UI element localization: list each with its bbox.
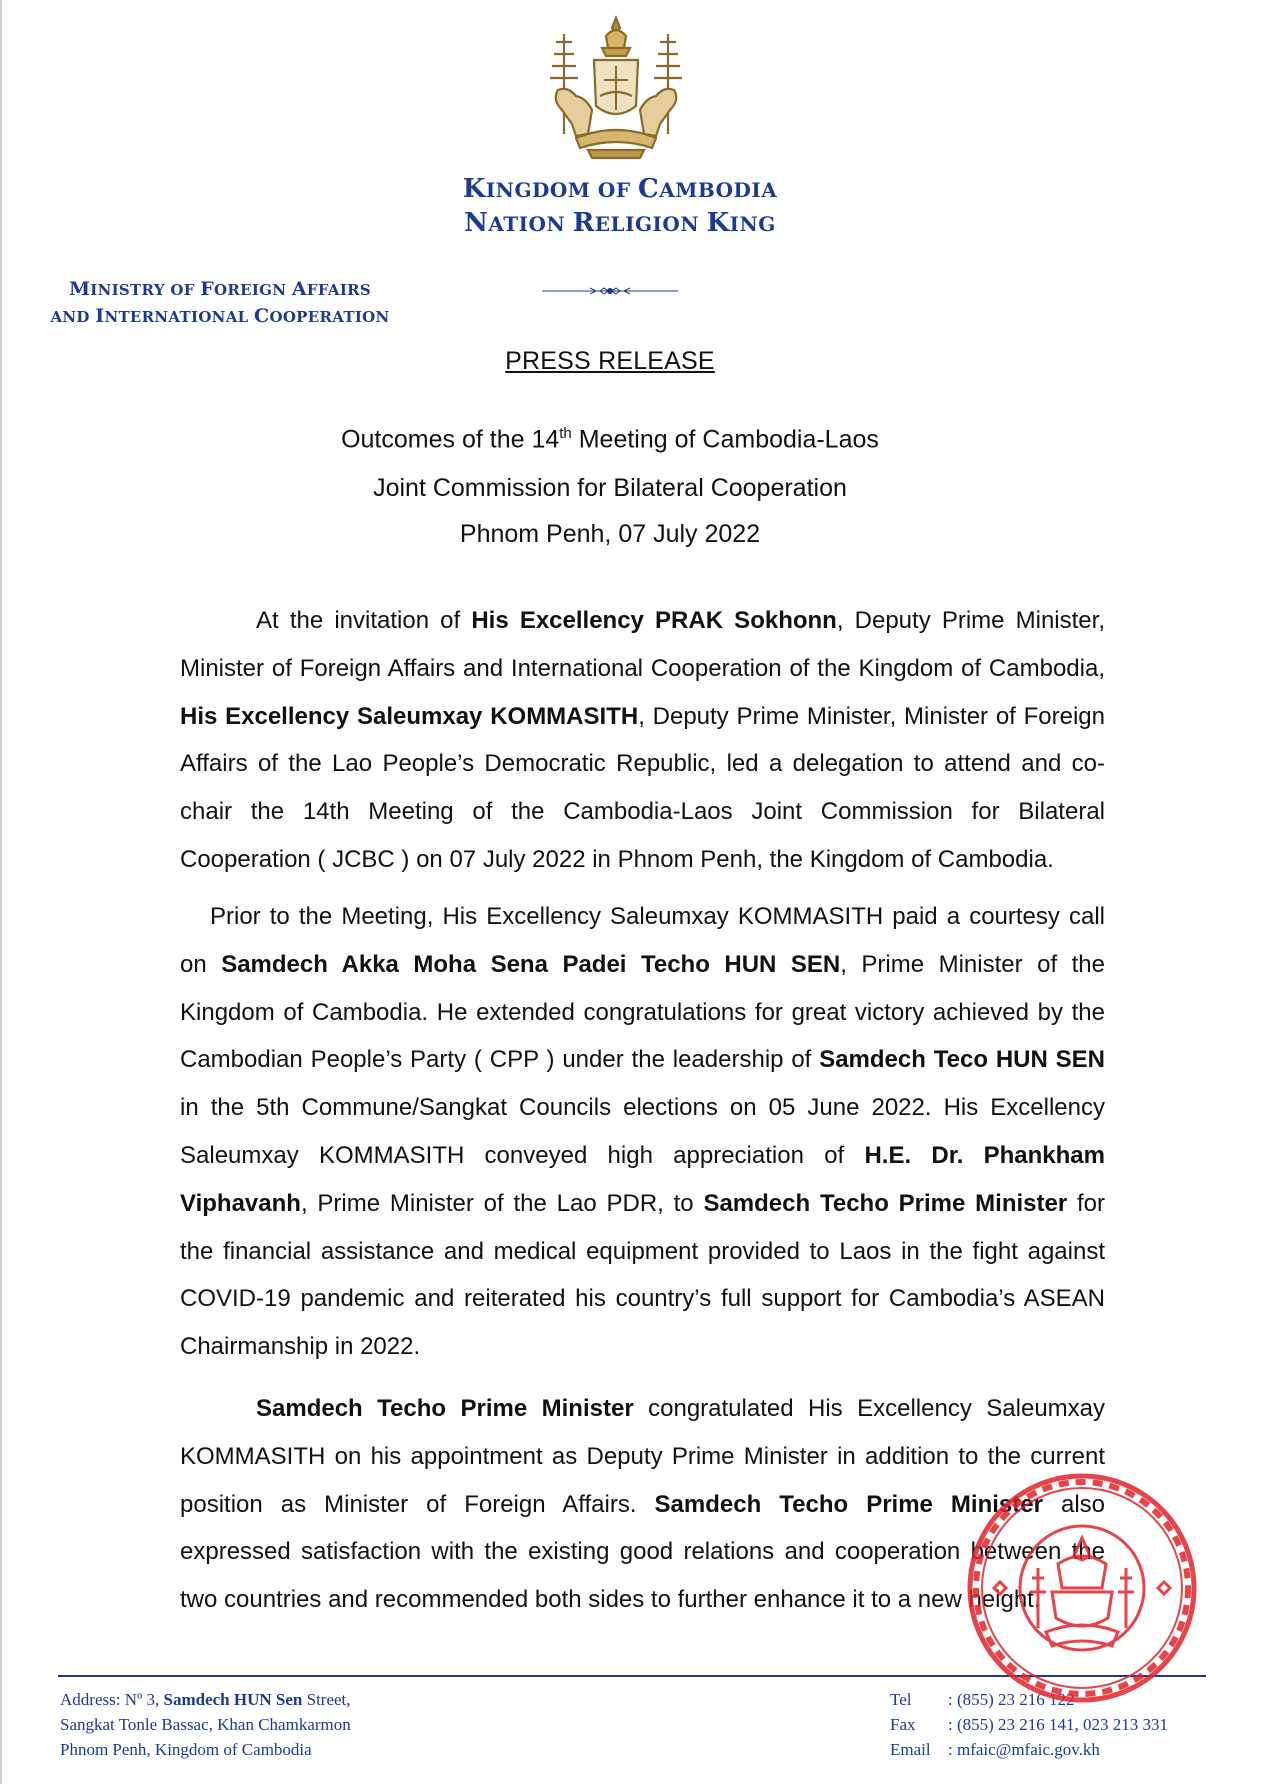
- divider-ornament-icon: [540, 286, 680, 296]
- dateline: Phnom Penh, 07 July 2022: [459, 520, 761, 548]
- tel-row: Tel : (855) 23 216 122: [890, 1690, 1075, 1709]
- ministry-seal-stamp-icon: [962, 1468, 1202, 1708]
- paragraph-2: Prior to the Meeting, His Excellency Saleumxay KOMMASITH paid a courtesy call on Samdech Akka Moha Sena Padei Techo HUN SEN, Prime Minister of the Kingdom of Cambodia. He extended congratulations for great victory achieved by the Cambodian People’s Party ( CPP ) under the leadership of Samdech Teco HUN SEN in the 5th Commune/Sangkat Councils elections on 05 June 2022. His Excellency Saleumxay KOMMASITH conveyed high appreciation of H.E. Dr. Phankham Viphavanh, Prime Minister of the Lao PDR, to Samdech Techo Prime Minister for the financial assistance and medical equipment provided to Laos in the fight against COVID-19 pandemic and reiterated his country’s full support for Cambodia’s ASEAN Chairmanship in 2022.: [180, 903, 1105, 1361]
- email-row: Email : mfaic@mfaic.gov.kh: [890, 1740, 1100, 1759]
- paragraph-1: At the invitation of His Excellency PRAK Sokhonn, Deputy Prime Minister, Minister of Foreign Affairs and International Cooperation of the Kingdom of Cambodia, His Excellency Saleumxay KOMMASITH, Deputy Prime Minister, Minister of Foreign Affairs of the Lao People’s Democratic Republic, led a delegation to attend and co-chair the 14th Meeting of the Cambodia-Laos Joint Commission for Bilateral Cooperation ( JCBC ) on 07 July 2022 in Phnom Penh, the Kingdom of Cambodia.: [180, 607, 1106, 873]
- nation-religion-king-heading: NATION RELIGION KING: [464, 208, 776, 238]
- paragraph-3: Samdech Techo Prime Minister congratulated His Excellency Saleumxay KOMMASITH on his appointment as Deputy Prime Minister in addition to the current position as Minister of Foreign Affairs. Samdech Techo Prime Minister also expressed satisfaction with the existing good relations and cooperation between the two countries and recommended both sides to further enhance it to a new height.: [180, 1395, 1106, 1614]
- address-line2: Sangkat Tonle Bassac, Khan Chamkarmon: [60, 1715, 351, 1734]
- royal-arms-of-cambodia-icon: [536, 14, 696, 162]
- press-release-label: PRESS RELEASE: [505, 347, 715, 375]
- fax-row: Fax : (855) 23 216 141, 023 213 331: [890, 1715, 1169, 1734]
- ministry-name-line2: AND INTERNATIONAL COOPERATION: [50, 305, 390, 327]
- release-title-line1: Outcomes of the 14th Meeting of Cambodia-Laos: [341, 425, 879, 454]
- release-title-line2: Joint Commission for Bilateral Cooperation: [373, 474, 847, 502]
- kingdom-of-cambodia-heading: KINGDOM OF CAMBODIA: [462, 174, 778, 204]
- footer-address: [60, 1687, 351, 1762]
- ministry-name-line1: MINISTRY OF FOREIGN AFFAIRS: [68, 278, 372, 300]
- email-link[interactable]: : mfaic@mfaic.gov.kh: [948, 1740, 1100, 1759]
- address-line1: Address: Nº 3, Samdech HUN Sen Street,: [60, 1690, 351, 1709]
- address-line3: Phnom Penh, Kingdom of Cambodia: [60, 1740, 312, 1759]
